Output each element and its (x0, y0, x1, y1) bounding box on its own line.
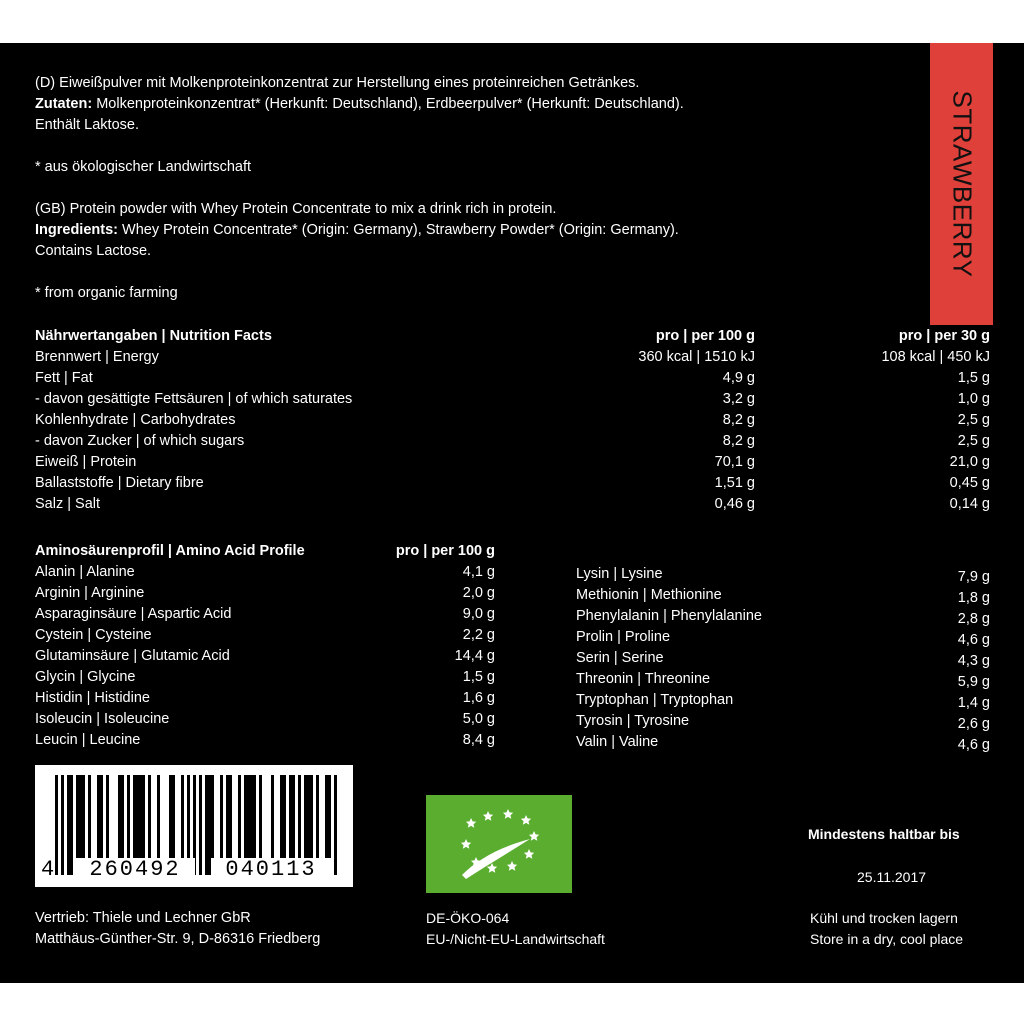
nutrition-row: Brennwert | Energy 360 kcal | 1510 kJ 108 kcal | 450 kJ (35, 349, 990, 365)
best-before-label: Mindestens haltbar bis (808, 826, 960, 842)
nutrition-row: Fett | Fat 4,9 g 1,5 g (35, 370, 990, 386)
amino-row: Lysin | Lysine 7,9 g (576, 566, 990, 585)
german-ingredients: Zutaten: Molkenproteinkonzentrat* (Herkunft: Deutschland), Erdbeerpulver* (Herkunft: Deutschland). (35, 96, 684, 112)
barcode-group-2: 040113 (211, 858, 331, 882)
barcode (35, 765, 353, 887)
german-line1: (D) Eiweißpulver mit Molkenproteinkonzentrat zur Herstellung eines proteinreichen Getränkes. (35, 75, 640, 91)
german-description (35, 73, 684, 136)
amino-header-row (35, 541, 495, 562)
amino-row: Serin | Serine 4,3 g (576, 650, 990, 669)
barcode-first-digit: 4 (41, 857, 55, 882)
amino-row: Threonin | Threonine 5,9 g (576, 671, 990, 690)
flavor-tag (930, 43, 993, 325)
amino-row: Arginin | Arginine 2,0 g (35, 585, 495, 601)
amino-row: Cystein | Cysteine 2,2 g (35, 627, 495, 643)
amino-row: Glutaminsäure | Glutamic Acid 14,4 g (35, 648, 495, 664)
nutrition-row: - davon gesättigte Fettsäuren | of which saturates 3,2 g 1,0 g (35, 391, 990, 407)
eu-organic-leaf-icon (426, 795, 572, 893)
german-footnote: * aus ökologischer Landwirtschaft (35, 159, 252, 175)
amino-row: Tyrosin | Tyrosine 2,6 g (576, 713, 990, 732)
nutrition-row: Kohlenhydrate | Carbohydrates 8,2 g 2,5 g (35, 412, 990, 428)
amino-row: Histidin | Histidine 1,6 g (35, 690, 495, 706)
amino-row: Leucin | Leucine 8,4 g (35, 732, 495, 748)
amino-row: Alanin | Alanine 4,1 g (35, 564, 495, 580)
nutrition-col-30g: pro | per 30 g (898, 328, 990, 344)
english-line1: (GB) Protein powder with Whey Protein Concentrate to mix a drink rich in protein. (35, 201, 557, 217)
amino-row: Tryptophan | Tryptophan 1,4 g (576, 692, 990, 711)
organic-control-code: DE-ÖKO-064 (426, 910, 510, 926)
german-contains: Enthält Laktose. (35, 117, 139, 133)
product-label (0, 43, 1024, 983)
distributor-line1: Vertrieb: Thiele und Lechner GbR (35, 910, 251, 926)
english-description (35, 199, 679, 262)
nutrition-header: Nährwertangaben | Nutrition Facts (35, 328, 272, 344)
english-ingredients: Ingredients: Whey Protein Concentrate* (Origin: Germany), Strawberry Powder* (Origin: Germany). (35, 222, 679, 238)
nutrition-col-100g: pro | per 100 g (655, 328, 755, 344)
amino-row: Valin | Valine 4,6 g (576, 734, 990, 753)
nutrition-row: Ballaststoffe | Dietary fibre 1,51 g 0,45 g (35, 475, 990, 491)
nutrition-row: - davon Zucker | of which sugars 8,2 g 2,5 g (35, 433, 990, 449)
amino-col-100g: pro | per 100 g (395, 543, 495, 559)
amino-table-right (576, 564, 990, 753)
amino-table-left (35, 541, 495, 751)
barcode-group-1: 260492 (75, 858, 195, 882)
english-footnote: * from organic farming (35, 285, 178, 301)
english-contains: Contains Lactose. (35, 243, 152, 259)
amino-row: Asparaginsäure | Aspartic Acid 9,0 g (35, 606, 495, 622)
amino-header: Aminosäurenprofil | Amino Acid Profile (35, 543, 305, 559)
amino-row: Methionin | Methionine 1,8 g (576, 587, 990, 606)
storage-en: Store in a dry, cool place (810, 931, 964, 947)
distributor-address: Matthäus-Günther-Str. 9, D-86316 Friedberg (35, 931, 321, 947)
nutrition-row: Eiweiß | Protein 70,1 g 21,0 g (35, 454, 990, 470)
eu-organic-logo (426, 795, 572, 893)
flavor-text: STRAWBERRY (947, 90, 977, 278)
storage-de: Kühl und trocken lagern (810, 910, 958, 926)
nutrition-row: Salz | Salt 0,46 g 0,14 g (35, 496, 990, 512)
best-before-date: 25.11.2017 (857, 869, 927, 885)
amino-row: Phenylalanin | Phenylalanine 2,8 g (576, 608, 990, 627)
amino-row: Glycin | Glycine 1,5 g (35, 669, 495, 685)
nutrition-table (35, 326, 990, 515)
amino-row: Isoleucin | Isoleucine 5,0 g (35, 711, 495, 727)
organic-origin: EU-/Nicht-EU-Landwirtschaft (426, 931, 605, 947)
amino-row: Prolin | Proline 4,6 g (576, 629, 990, 648)
nutrition-header-row (35, 326, 990, 347)
